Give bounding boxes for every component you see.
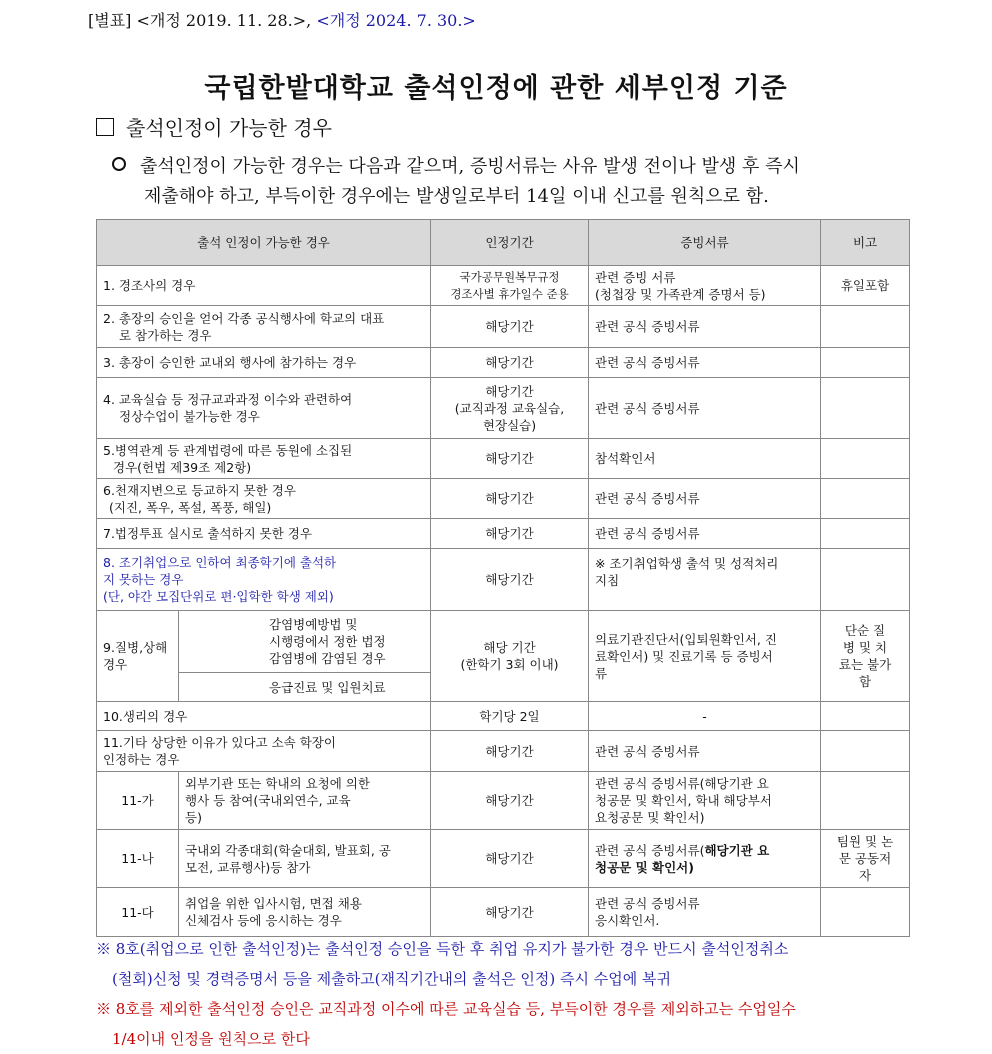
remarks-cell <box>821 888 910 937</box>
remarks-line: 문 공동저 <box>838 851 892 866</box>
documents-cell <box>589 772 821 830</box>
documents-cell: 관련 공식 증빙서류 <box>589 378 821 439</box>
period-cell: 해당기간 <box>431 830 589 888</box>
remarks-line: 병 및 치 <box>842 640 888 655</box>
subcase-cell: 응급진료 및 입원치료 <box>179 673 431 702</box>
case-cell: 1. 경조사의 경우 <box>97 266 431 306</box>
intro-line-1: 출석인정이 가능한 경우는 다음과 같으며, 증빙서류는 사유 발생 전이나 발생 후 즉시 <box>140 156 800 177</box>
case-line: 모전, 교류행사)등 참가 <box>185 859 311 875</box>
remarks-cell <box>821 348 910 378</box>
period-cell: 해당기간 <box>431 731 589 772</box>
case-line: 6.천재지변으로 등교하지 못한 경우 <box>103 482 296 498</box>
period-line: 해당 기간 <box>483 640 536 655</box>
period-line: 현장실습) <box>482 417 537 433</box>
documents-cell: - <box>589 702 821 731</box>
case-cell <box>179 888 431 937</box>
case-cell: 3. 총장이 승인한 교내외 행사에 참가하는 경우 <box>97 348 431 378</box>
remarks-cell <box>821 611 910 702</box>
case-cell <box>97 439 431 479</box>
documents-line: 요청공문 및 확인서) <box>595 810 705 825</box>
remarks-cell <box>821 306 910 348</box>
case-line: 정상수업이 불가능한 경우 <box>119 409 260 424</box>
case-line: 4. 교육실습 등 정규교과과정 이수와 관련하여 <box>103 392 353 407</box>
period-line: 해당기간 <box>485 383 534 399</box>
case-line: 8. 조기취업으로 인하여 최종학기에 출석하 <box>103 555 337 570</box>
documents-line: 관련 공식 증빙서류(해당기관 요 <box>595 776 769 791</box>
documents-line: 료확인서) 및 진료기록 등 증빙서 <box>595 648 773 664</box>
table-header-row <box>97 220 910 266</box>
case-line: 2. 총장의 승인을 얻어 각종 공식행사에 학교의 대표 <box>103 310 385 326</box>
remarks-cell <box>821 830 910 888</box>
case-line: 등) <box>185 810 202 825</box>
period-line: 경조사별 휴가일수 준용 <box>450 286 569 301</box>
case-line: 인정하는 경우 <box>103 752 180 767</box>
case-line: 5.병역관계 등 관계법령에 따른 동원에 소집된 <box>103 442 353 458</box>
subcase-line: 시행령에서 정한 법정 <box>269 634 386 649</box>
table-row <box>97 266 910 306</box>
documents-line: 류 <box>595 665 608 681</box>
case-line: 경우(헌법 제39조 제2항) <box>113 459 252 475</box>
period-cell: 해당기간 <box>431 888 589 937</box>
table-row <box>97 830 910 888</box>
period-cell: 해당기간 <box>431 479 589 519</box>
case-cell <box>97 549 431 611</box>
footnote-1-line-1: ※ 8호(취업으로 인한 출석인정)는 출석인정 승인을 득한 후 취업 유지가 불가한 경우 반드시 출석인정취소 <box>96 940 789 958</box>
case-line: 취업을 위한 입사시험, 면접 채용 <box>185 896 362 911</box>
documents-cell: 참석확인서 <box>589 439 821 479</box>
remarks-line: 팀원 및 논 <box>836 834 894 849</box>
header-period: 인정기간 <box>431 220 589 266</box>
documents-cell: 관련 공식 증빙서류 <box>589 348 821 378</box>
intro-paragraph <box>112 152 912 212</box>
case-cell <box>97 479 431 519</box>
table-row <box>97 772 910 830</box>
case-cell: 10.생리의 경우 <box>97 702 431 731</box>
period-cell: 해당기간 <box>431 439 589 479</box>
documents-line: (청첩장 및 가족관계 증명서 등) <box>595 286 766 302</box>
period-cell <box>431 378 589 439</box>
section-label: 출석인정이 가능한 경우 <box>126 116 332 140</box>
documents-line: ※ 조기취업학생 출석 및 성적처리 <box>595 556 779 571</box>
subcase-line: 감염병에 감염된 경우 <box>269 651 386 666</box>
documents-line: 응시확인서. <box>595 913 660 928</box>
case-cell <box>179 830 431 888</box>
case-line: 외부기관 또는 학내의 요청에 의한 <box>185 776 370 791</box>
documents-line: 관련 공식 증빙서류 <box>595 896 700 911</box>
section-heading <box>96 112 332 141</box>
case-cell <box>97 731 431 772</box>
table-row <box>97 306 910 348</box>
subcase-number: 11-가 <box>97 772 179 830</box>
remarks-cell <box>821 731 910 772</box>
period-cell: 해당기간 <box>431 348 589 378</box>
remarks-cell <box>821 702 910 731</box>
documents-cell <box>589 830 821 888</box>
case-line: 국내외 각종대회(학술대회, 발표회, 공 <box>185 842 391 858</box>
subcase-cell <box>179 611 431 673</box>
checkbox-square-icon <box>96 118 114 136</box>
period-cell <box>431 611 589 702</box>
footnote-2-line-1: ※ 8호를 제외한 출석인정 승인은 교직과정 이수에 따른 교육실습 등, 부득이한 경우를 제외하고는 수업일수 <box>96 1000 796 1018</box>
remarks-line: 단순 질 <box>844 623 886 638</box>
table-row <box>97 731 910 772</box>
footnote-2-line-2: 1/4이내 인정을 원칙으로 한다 <box>112 1030 310 1048</box>
case-line: (단, 야간 모집단위로 편·입학한 학생 제외) <box>103 589 334 604</box>
table-row <box>97 549 910 611</box>
remarks-line: 자 <box>858 868 872 883</box>
table-row <box>97 888 910 937</box>
documents-cell <box>589 549 821 611</box>
case-line: 11.기타 상당한 이유가 있다고 소속 학장이 <box>103 735 336 750</box>
table-row <box>97 702 910 731</box>
header-remarks: 비고 <box>821 220 910 266</box>
documents-cell: 관련 공식 증빙서류 <box>589 731 821 772</box>
documents-line: 청공문 및 확인서, 학내 해당부서 <box>595 793 772 808</box>
revision-prefix: [별표] <개정 2019. 11. 28.>, <box>88 11 317 30</box>
case-cell <box>97 306 431 348</box>
period-cell: 학기당 2일 <box>431 702 589 731</box>
period-line: (한학기 3회 이내) <box>460 657 559 672</box>
table-row <box>97 378 910 439</box>
period-line: (교직과정 교육실습, <box>454 400 565 416</box>
subcase-line: 감염병예방법 및 <box>269 617 358 632</box>
intro-line-2: 제출해야 하고, 부득이한 경우에는 발생일로부터 14일 이내 신고를 원칙으로 함. <box>144 186 769 207</box>
period-cell: 해당기간 <box>431 519 589 549</box>
case-cell <box>97 378 431 439</box>
period-cell: 해당기간 <box>431 549 589 611</box>
documents-line: 관련 증빙 서류 <box>595 269 676 285</box>
footnotes <box>96 934 906 1054</box>
table-row <box>97 439 910 479</box>
revision-2024: <개정 2024. 7. 30.> <box>316 11 476 30</box>
documents-line: 관련 공식 증빙서류( <box>595 842 705 858</box>
period-line: 국가공무원복무규정 <box>459 269 560 284</box>
table-row <box>97 348 910 378</box>
header-case: 출석 인정이 가능한 경우 <box>97 220 431 266</box>
case-line: (지진, 폭우, 폭설, 폭풍, 해일) <box>109 499 272 515</box>
header-documents: 증빙서류 <box>589 220 821 266</box>
period-cell: 해당기간 <box>431 772 589 830</box>
documents-cell <box>589 266 821 306</box>
table-row <box>97 519 910 549</box>
case-line: 지 못하는 경우 <box>103 572 184 587</box>
remarks-line: 료는 불가 <box>838 657 892 672</box>
case-line: 행사 등 참여(국내외연수, 교육 <box>185 793 351 808</box>
documents-cell <box>589 611 821 702</box>
period-cell: 해당기간 <box>431 306 589 348</box>
documents-bold: 해당기관 요 <box>704 842 770 858</box>
remarks-cell <box>821 378 910 439</box>
page-title: 국립한밭대학교 출석인정에 관한 세부인정 기준 <box>204 73 788 104</box>
attendance-criteria-table <box>96 219 910 937</box>
remarks-line: 함 <box>858 674 872 689</box>
documents-cell: 관련 공식 증빙서류 <box>589 519 821 549</box>
case-line: 로 참가하는 경우 <box>119 327 212 343</box>
period-cell <box>431 266 589 306</box>
remarks-cell <box>821 479 910 519</box>
remarks-cell <box>821 439 910 479</box>
case-line: 신체검사 등에 응시하는 경우 <box>185 913 342 928</box>
documents-bold: 청공문 및 확인서) <box>595 859 694 875</box>
documents-cell <box>589 888 821 937</box>
remarks-cell <box>821 772 910 830</box>
remarks-cell <box>821 549 910 611</box>
documents-cell: 관련 공식 증빙서류 <box>589 306 821 348</box>
table-row <box>97 479 910 519</box>
footnote-1-line-2: (철회)신청 및 경력증명서 등을 제출하고(재직기간내의 출석은 인정) 즉시 수업에 복귀 <box>112 970 671 988</box>
documents-line: 의료기관진단서(입퇴원확인서, 진 <box>595 631 777 647</box>
table-row <box>97 611 910 673</box>
circle-bullet-icon <box>112 157 126 171</box>
remarks-cell: 휴일포함 <box>821 266 910 306</box>
revision-header <box>88 8 476 31</box>
case-cell: 7.법정투표 실시로 출석하지 못한 경우 <box>97 519 431 549</box>
subcase-number: 11-나 <box>97 830 179 888</box>
remarks-cell <box>821 519 910 549</box>
case-cell: 9.질병,상해 경우 <box>97 611 179 702</box>
documents-line: 지침 <box>595 573 620 588</box>
documents-cell: 관련 공식 증빙서류 <box>589 479 821 519</box>
case-cell <box>179 772 431 830</box>
subcase-number: 11-다 <box>97 888 179 937</box>
